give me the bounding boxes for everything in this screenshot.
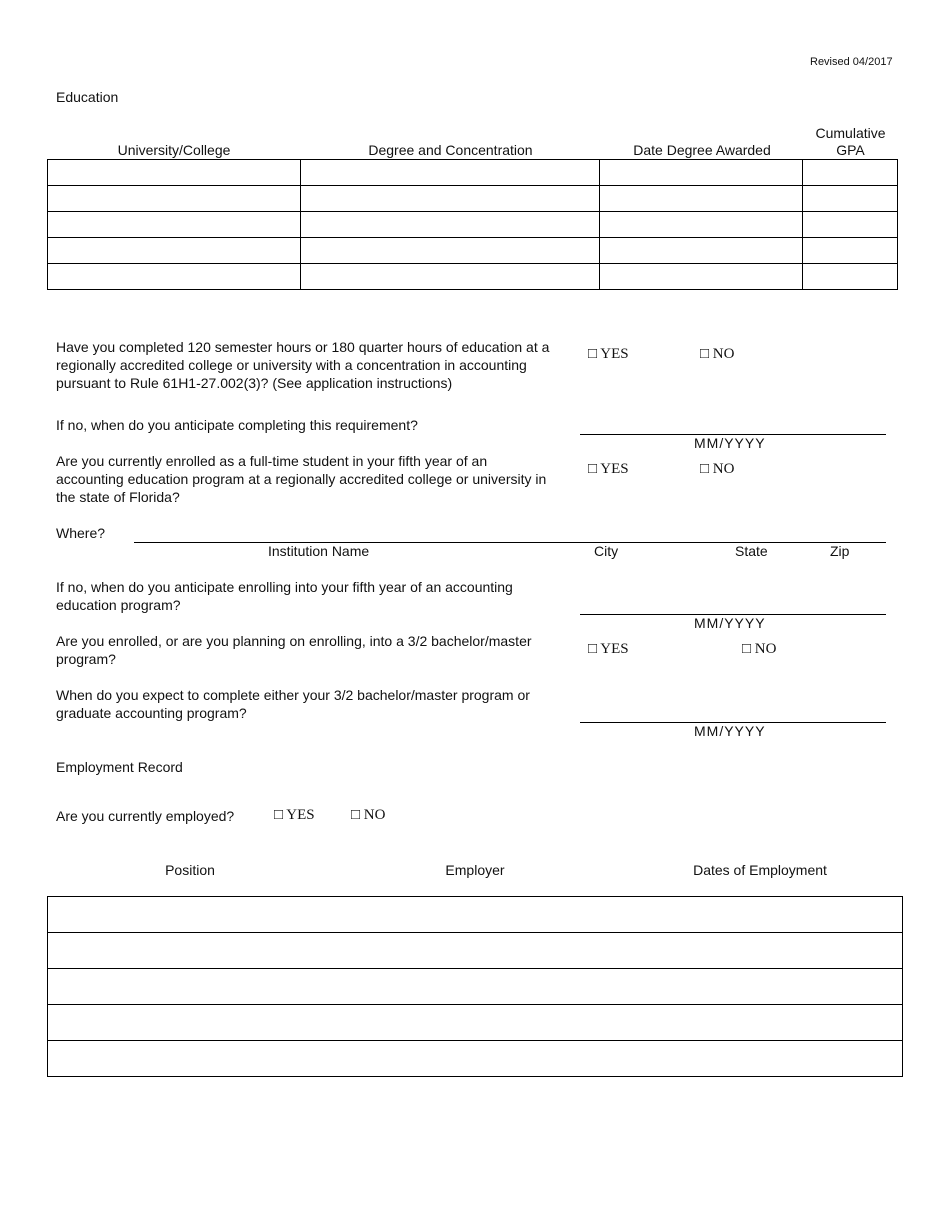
gpa-cell[interactable]: [803, 238, 898, 264]
gpa-header-line2: GPA: [836, 142, 865, 158]
education-table: [47, 159, 898, 290]
date-awarded-cell[interactable]: [600, 238, 803, 264]
expected-completion-date-label: MM/YYYY: [694, 723, 766, 739]
employment-row: [48, 933, 903, 969]
city-label: City: [594, 543, 619, 559]
q3-yes-checkbox[interactable]: □ YES: [588, 461, 629, 477]
degree-header: Degree and Concentration: [368, 142, 533, 158]
university-cell[interactable]: [48, 238, 301, 264]
question-anticipate-enrolling: [56, 578, 513, 614]
zip-label: Zip: [830, 543, 850, 559]
question-fifth-year-line3: the state of Florida?: [56, 489, 180, 505]
employer-header: Employer: [445, 862, 505, 878]
employment-heading: Employment Record: [56, 759, 183, 775]
employment-row: [48, 1005, 903, 1041]
degree-cell[interactable]: [300, 238, 600, 264]
date-awarded-cell[interactable]: [600, 160, 803, 186]
employment-entry-cell[interactable]: [48, 933, 903, 969]
q1-yes-checkbox[interactable]: □ YES: [588, 346, 629, 362]
university-cell[interactable]: [48, 212, 301, 238]
q5-no-checkbox[interactable]: □ NO: [742, 641, 777, 657]
where-label: Where?: [56, 525, 106, 541]
institution-name-label: Institution Name: [268, 543, 370, 559]
education-row: [48, 212, 898, 238]
date-awarded-cell[interactable]: [600, 186, 803, 212]
question-120-hours-line1: Have you completed 120 semester hours or 180 quarter hours of education at a: [56, 339, 550, 355]
dates-of-employment-header: Dates of Employment: [693, 862, 827, 878]
education-row: [48, 160, 898, 186]
question-120-hours-line3: pursuant to Rule 61H1-27.002(3)? (See application instructions): [56, 375, 453, 391]
employment-entry-cell[interactable]: [48, 1005, 903, 1041]
completion-date-label: MM/YYYY: [694, 435, 766, 451]
employed-yes-checkbox[interactable]: □ YES: [274, 807, 315, 823]
where-input-line[interactable]: [134, 542, 886, 543]
education-row: [48, 186, 898, 212]
question-anticipate-enrolling-line2: education program?: [56, 597, 181, 613]
university-cell[interactable]: [48, 264, 301, 290]
q1-no-checkbox[interactable]: □ NO: [700, 346, 735, 362]
date-awarded-cell[interactable]: [600, 264, 803, 290]
university-cell[interactable]: [48, 186, 301, 212]
employment-entry-cell[interactable]: [48, 969, 903, 1005]
employment-row: [48, 1041, 903, 1077]
date-awarded-cell[interactable]: [600, 212, 803, 238]
gpa-header-line1: Cumulative: [815, 125, 886, 141]
gpa-cell[interactable]: [803, 212, 898, 238]
question-expect-complete: [56, 686, 530, 722]
question-fifth-year-line2: accounting education program at a regionally accredited college or university in: [56, 471, 547, 487]
question-anticipate-enrolling-line1: If no, when do you anticipate enrolling into your fifth year of an accounting: [56, 579, 513, 595]
gpa-cell[interactable]: [803, 160, 898, 186]
gpa-header: [804, 125, 897, 159]
q3-no-checkbox[interactable]: □ NO: [700, 461, 735, 477]
question-fifth-year: [56, 452, 546, 506]
question-expect-complete-line1: When do you expect to complete either your 3/2 bachelor/master program or: [56, 687, 530, 703]
university-cell[interactable]: [48, 160, 301, 186]
education-heading: Education: [56, 89, 119, 105]
position-header: Position: [165, 862, 215, 878]
question-32-program-line1: Are you enrolled, or are you planning on enrolling, into a 3/2 bachelor/master: [56, 633, 532, 649]
employment-row: [48, 969, 903, 1005]
employment-entry-cell[interactable]: [48, 1041, 903, 1077]
question-120-hours: [56, 338, 549, 392]
gpa-cell[interactable]: [803, 186, 898, 212]
question-expect-complete-line2: graduate accounting program?: [56, 705, 247, 721]
currently-employed-question: Are you currently employed?: [56, 808, 235, 824]
question-120-hours-line2: regionally accredited college or university with a concentration in accounting: [56, 357, 527, 373]
enrolling-date-label: MM/YYYY: [694, 615, 766, 631]
education-row: [48, 264, 898, 290]
date-awarded-header: Date Degree Awarded: [633, 142, 771, 158]
employment-entry-cell[interactable]: [48, 897, 903, 933]
question-32-program-line2: program?: [56, 651, 116, 667]
education-row: [48, 238, 898, 264]
degree-cell[interactable]: [300, 264, 600, 290]
employment-row: [48, 897, 903, 933]
q5-yes-checkbox[interactable]: □ YES: [588, 641, 629, 657]
degree-cell[interactable]: [300, 186, 600, 212]
degree-cell[interactable]: [300, 212, 600, 238]
question-fifth-year-line1: Are you currently enrolled as a full-time student in your fifth year of an: [56, 453, 488, 469]
degree-cell[interactable]: [300, 160, 600, 186]
revision-date: Revised 04/2017: [810, 56, 893, 68]
employed-no-checkbox[interactable]: □ NO: [351, 807, 386, 823]
gpa-cell[interactable]: [803, 264, 898, 290]
university-header: University/College: [117, 142, 231, 158]
state-label: State: [735, 543, 768, 559]
employment-table: [47, 896, 903, 1077]
question-32-program: [56, 632, 532, 668]
question-anticipate-completing: If no, when do you anticipate completing this requirement?: [56, 417, 418, 433]
